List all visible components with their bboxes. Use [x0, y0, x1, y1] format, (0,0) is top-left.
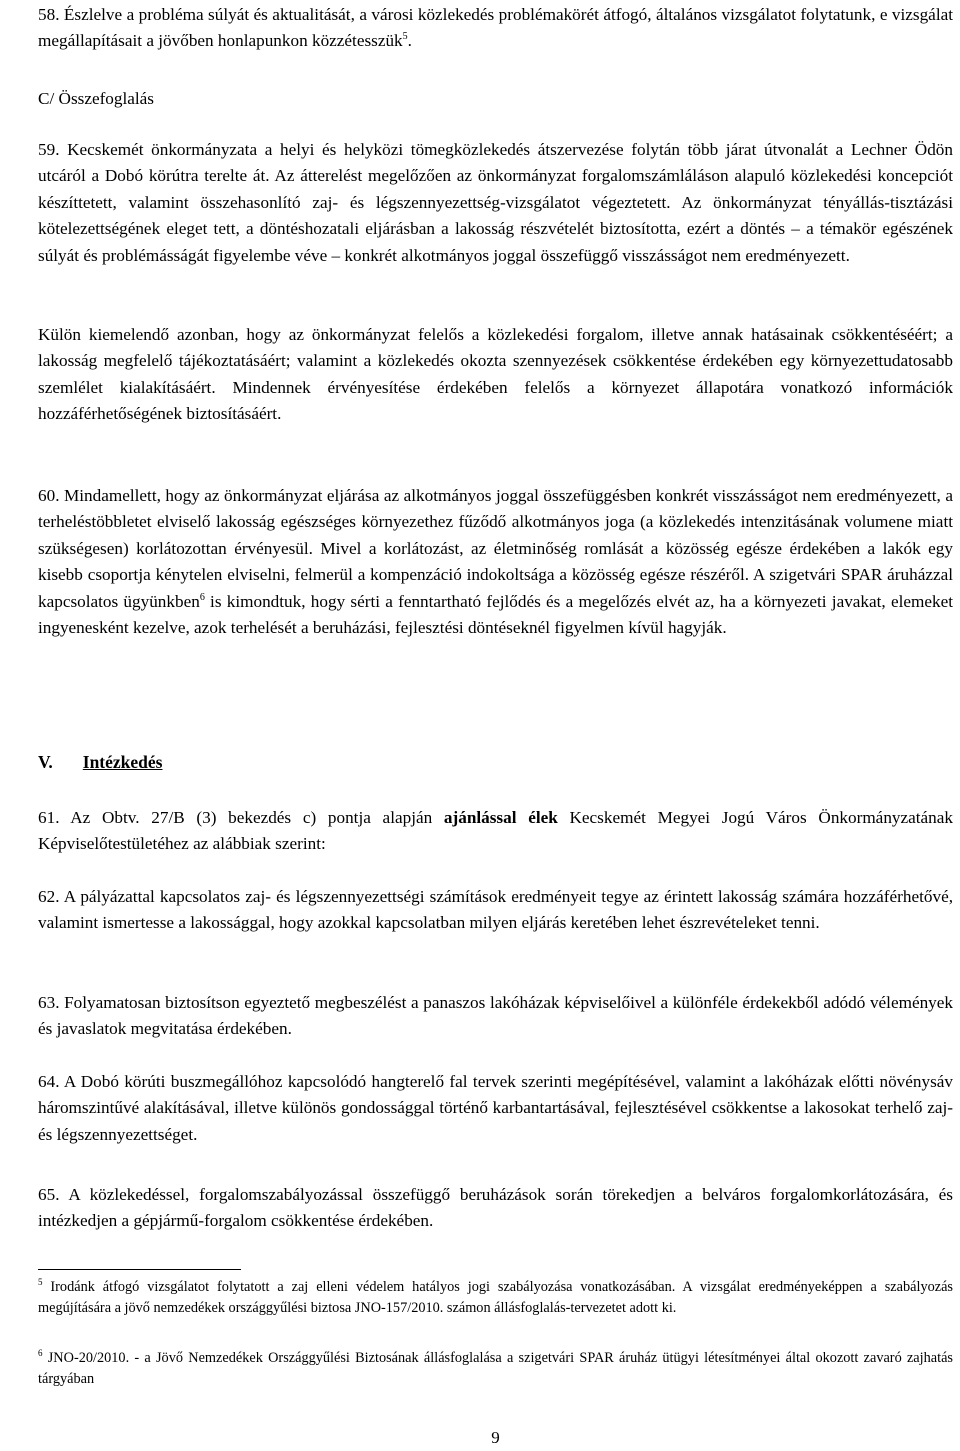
section-v-heading: [38, 752, 162, 773]
paragraph-61-text-cont: Kecskemét Megyei Jogú Város Önkormányzatának Képviselőtestületéhez az alábbiak szerint:: [38, 808, 953, 854]
paragraph-59b: Külön kiemelendő azonban, hogy az önkormányzat felelős a közlekedési forgalom, illetve annak hatásainak csökkentéséért; a lakosság megfelelő tájékoztatásáért; valamint a közlekedés okozta szennyezések csökkentése érdekében egy környezettudatosabb szemlélet kialakításáért. Mindennek érvényesítése érdekében felelős a környezet állapotára vonatkozó információk hozzáférhetőségének biztosításáért.: [38, 325, 953, 424]
paragraph-63: 63. Folyamatosan biztosítson egyeztető megbeszélést a panaszos lakóházak képviselőivel a különféle érdekekből adódó vélemények és javaslatok megvitatása érdekében.: [38, 993, 953, 1039]
paragraph-59a: 59. Kecskemét önkormányzata a helyi és helyközi tömegközlekedés átszervezése folytán több járat útvonalát a Lechner Ödön utcáról a Dobó körútra terelte át. Az átterelést megelőzően az önkormányzat forgalomszámláláson alapuló közlekedési koncepciót készíttetett, valamint összehasonlító zaj- és légszennyezettség-vizsgálatot végeztetett. Az önkormányzat tényállás-tisztázási kötelezettségének eleget tett, a döntéshozatali eljárásban a lakosság részvételét biztosította, ezért a döntés – a témakör egészének súlyát és problémásságát figyelembe véve – konkrét alkotmányos joggal összefüggő visszásságot nem eredményezett.: [38, 140, 953, 265]
footnote-6-number: 6: [38, 1348, 43, 1358]
footnote-6: [38, 1348, 953, 1389]
section-c-heading: C/ Összefoglalás: [38, 89, 154, 108]
footnote-ref-6[interactable]: 6: [199, 591, 205, 603]
footnote-6-text: JNO-20/2010. - a Jövő Nemzedékek Országgyűlési Biztosának állásfoglalása a szigetvári SPAR áruház ütügyi létesítményei által okozott zavaró zajhatás tárgyában: [38, 1350, 953, 1387]
paragraph-62: 62. A pályázattal kapcsolatos zaj- és légszennyezettségi számítások eredményeit tegye az érintett lakosság számára hozzáférhetővé, valamint ismertesse a lakossággal, hogy azokkal kapcsolatban milyen eljárás keretében lehet észrevételeket tenni.: [38, 887, 953, 933]
paragraph-64: 64. A Dobó körúti buszmegállóhoz kapcsolódó hangterelő fal tervek szerinti megépítésével, valamint a lakóházak előtti növénysáv háromszintűvé alakításával, illetve különös gondossággal történő karbantartásával, fejlesztésével csökkentse a lakosokat terhelő zaj- és légszennyezettséget.: [38, 1072, 953, 1144]
paragraph-65: 65. A közlekedéssel, forgalomszabályozással összefüggő beruházások során törekedjen a belváros forgalomkorlátozására, és intézkedjen a gépjármű-forgalom csökkentése érdekében.: [38, 1185, 953, 1231]
footnote-ref-5[interactable]: 5: [402, 31, 408, 43]
paragraph-58: [38, 2, 953, 55]
footnote-5-text: Irodánk átfogó vizsgálatot folytatott a zaj elleni védelem hatályos jogi szabályozása vonatkozásában. A vizsgálat eredményeképpen a szabályozás megújítására a jövő nemzedékek országgyűlési biztosa JNO-157/2010. számon állásfoglalás-tervezetet adott ki.: [38, 1279, 953, 1316]
footnote-5-number: 5: [38, 1277, 43, 1287]
footnote-separator: [38, 1269, 241, 1270]
section-v-title: Intézkedés: [82, 752, 163, 772]
paragraph-61-bold: ajánlással élek: [443, 808, 558, 827]
paragraph-60-text: 60. Mindamellett, hogy az önkormányzat eljárása az alkotmányos joggal összefüggésben konkrét visszásságot nem eredményezett, a terheléstöbbletet elviselő lakosság egészséges környezethez fűződő alkotmányos joga (a közlekedés intenzitásának volumene miatt szükségesen) korlátozottan érvényesül. Mivel a korlátozást, az életminőség romlását a közösség egésze érdekében a lakók egy kisebb csoportja kénytelen elviselni, felmerül a kompenzáció indokoltsága a közösség egésze részéről. A szigetvári SPAR áruházzal kapcsolatos ügyünkben: [38, 486, 953, 611]
page-number: 9: [491, 1428, 500, 1447]
paragraph-58-end: .: [407, 31, 412, 51]
footnote-5: [38, 1277, 953, 1318]
paragraph-58-text: 58. Észlelve a probléma súlyát és aktualitását, a városi közlekedés problémakörét átfogó, általános vizsgálatot folytatunk, e vizsgálat megállapításait a jövőben honlapunkon közzétesszük: [38, 5, 953, 51]
paragraph-60: [38, 483, 953, 641]
paragraph-60-text-cont: is kimondtuk, hogy sérti a fenntartható fejlődés és a megelőzés elvét az, ha a környezeti javakat, elemeket ingyenesként kezelve, azok terhelését a beruházási, fejlesztési döntéseknél figyelmen kívül hagyják.: [38, 591, 953, 638]
paragraph-61-text: 61. Az Obtv. 27/B (3) bekezdés c) pontja alapján: [38, 808, 444, 827]
section-v-number: V.: [38, 752, 53, 772]
paragraph-61: [38, 805, 953, 858]
